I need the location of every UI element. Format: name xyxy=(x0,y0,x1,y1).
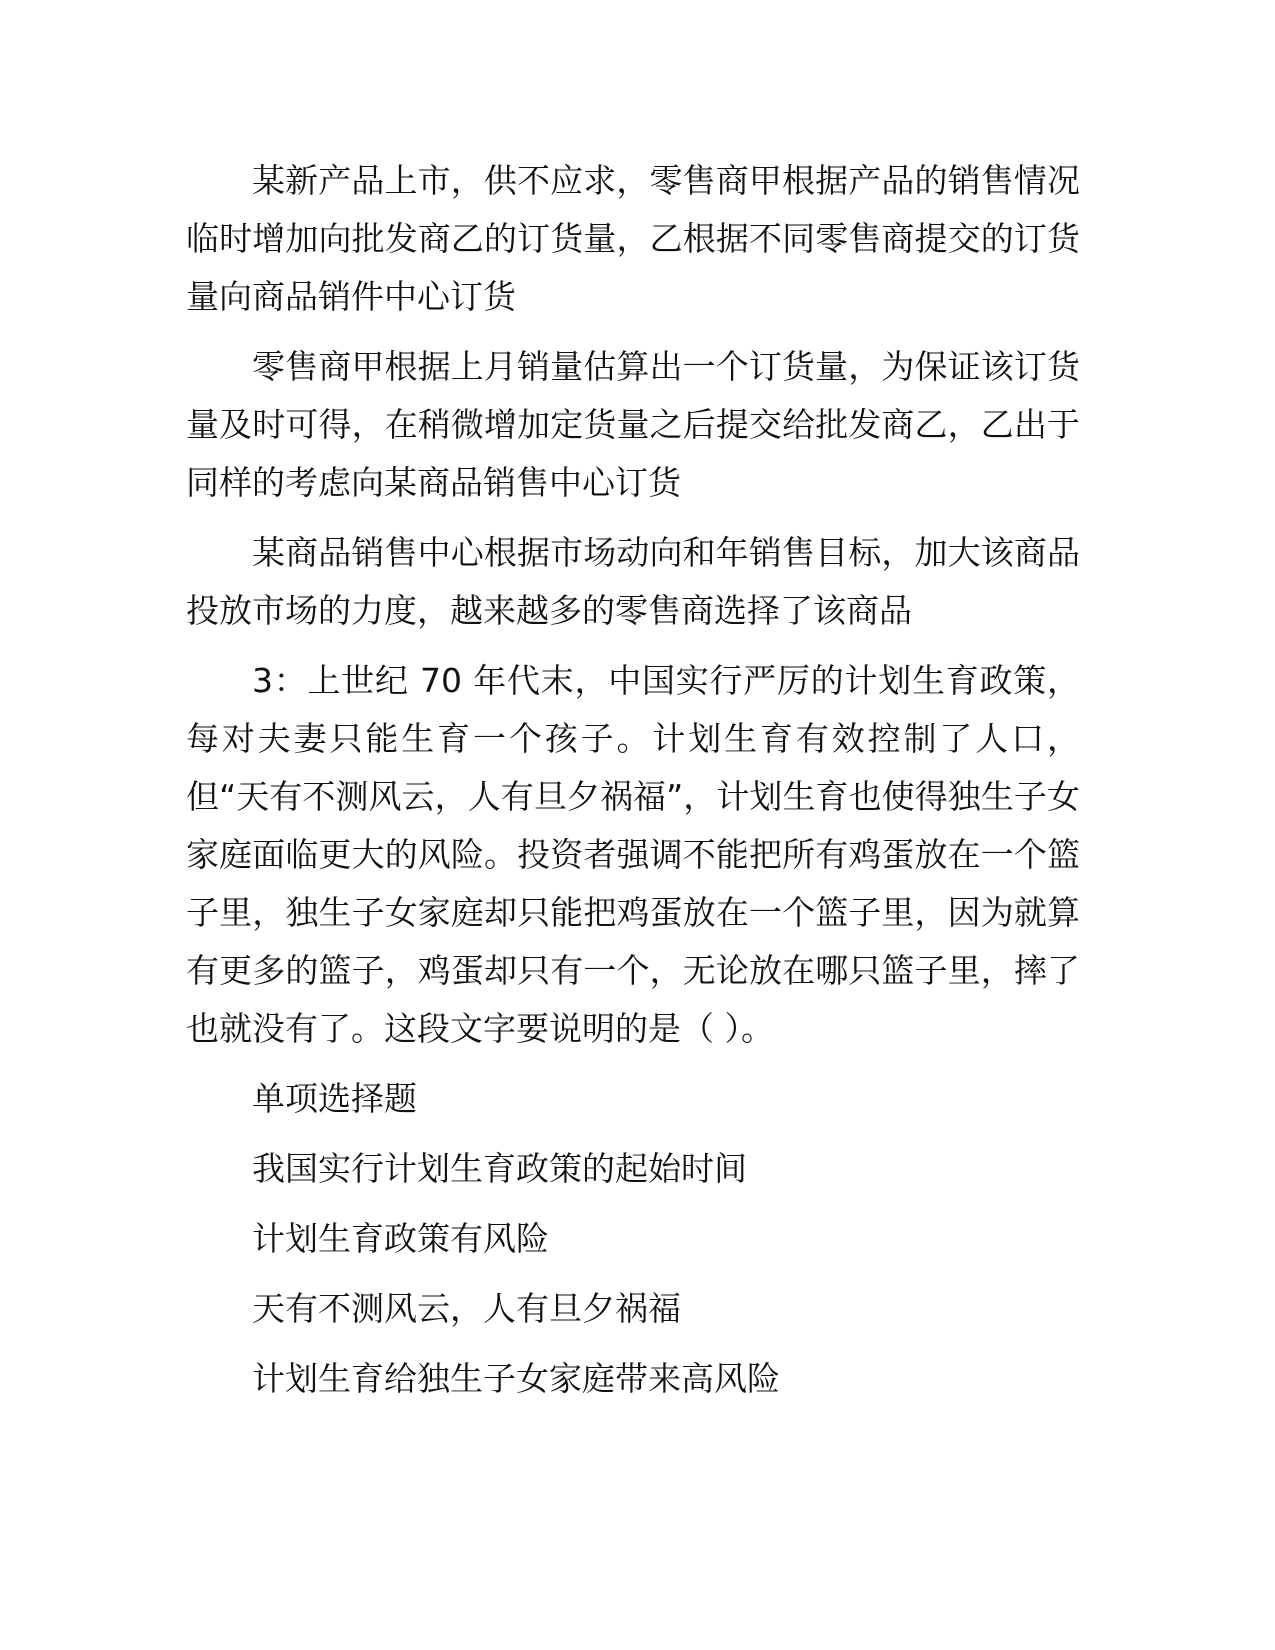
option-paragraph-3: 某商品销售中心根据市场动向和年销售目标，加大该商品投放市场的力度，越来越多的零售商选择了该商品 xyxy=(186,533,1080,630)
answer-option-2: 计划生育政策有风险 xyxy=(252,1219,549,1258)
answer-option-4: 计划生育给独生子女家庭带来高风险 xyxy=(252,1359,780,1398)
answer-option-3: 天有不测风云，人有旦夕祸福 xyxy=(252,1289,681,1328)
option-paragraph-1: 某新产品上市，供不应求，零售商甲根据产品的销售情况临时增加向批发商乙的订货量，乙根据不同零售商提交的订货量向商品销件中心订货 xyxy=(186,161,1080,316)
option-paragraph-2: 零售商甲根据上月销量估算出一个订货量，为保证该订货量及时可得，在稍微增加定货量之后提交给批发商乙，乙出于同样的考虑向某商品销售中心订货 xyxy=(186,347,1080,502)
question-paragraph: 3：上世纪 70 年代末，中国实行严厉的计划生育政策，每对夫妻只能生育一个孩子。计划生育有效控制了人口，但“天有不测风云，人有旦夕祸福”，计划生育也使得独生子女家庭面临更大的风险。投资者强调不能把所有鸡蛋放在一个篮子里，独生子女家庭却只能把鸡蛋放在一个篮子里，因为就算有更多的篮子，鸡蛋却只有一个，无论放在哪只篮子里，摔了也就没有了。这段文字要说明的是（ ）。 xyxy=(186,661,1080,1048)
document-page xyxy=(186,152,1080,1420)
answer-option-1: 我国实行计划生育政策的起始时间 xyxy=(252,1149,747,1188)
question-type-label: 单项选择题 xyxy=(252,1079,417,1118)
